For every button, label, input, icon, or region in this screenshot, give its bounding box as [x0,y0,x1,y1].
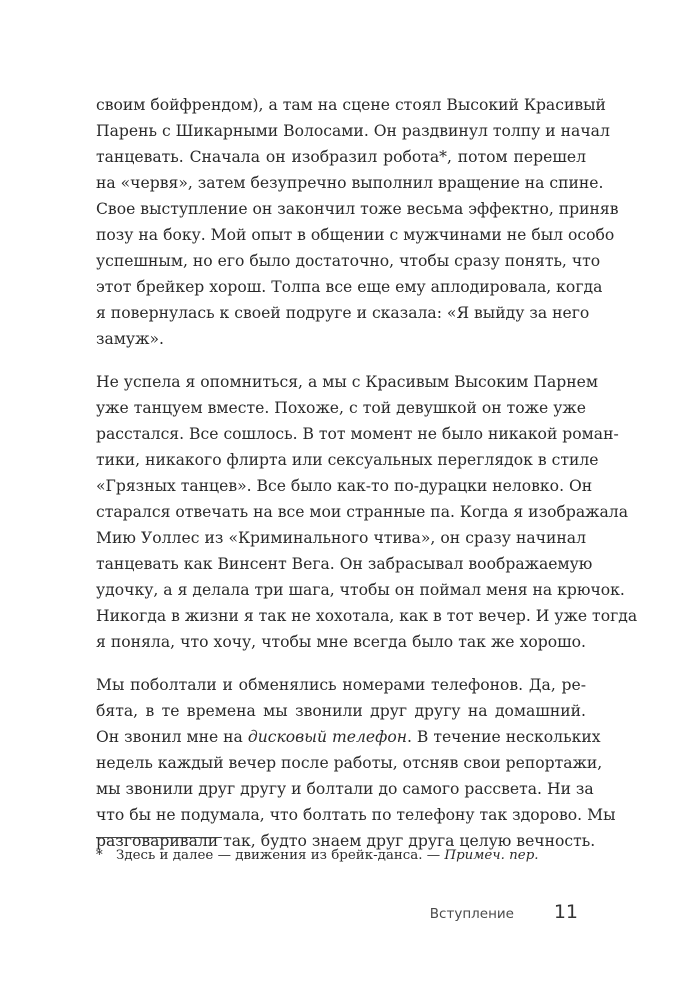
text-line: я повернулась к своей подруге и сказала: «Я выйду за него [96,304,590,322]
text-line: Не успела я опомниться, а мы с Красивым Высоким Парнем [96,373,598,391]
text-fragment: Он звонил мне на [96,728,248,746]
text-line: удочку, а я делала три шага, чтобы он поймал меня на крючок. [96,581,625,599]
text-line: разговаривали так, будто знаем друг друга целую вечность. [96,832,596,850]
text-line [96,724,601,750]
page-footer [96,901,586,927]
footnote-attribution: Примеч. пер. [444,848,539,863]
text-line: уже танцуем вместе. Похоже, с той девушкой он тоже уже [96,399,586,417]
paragraph-2 [96,369,638,655]
text-line: этот брейкер хорош. Толпа все еще ему аплодировала, когда [96,278,603,296]
paragraph-3 [96,672,616,854]
text-line: танцевать как Винсент Вега. Он забрасывал воображаемую [96,555,593,573]
text-line: расстался. Все сошлось. В тот момент не было никакой роман- [96,425,619,443]
text-line: бята, в те времена мы звонили друг другу на домашний. [96,702,586,720]
text-line: Никогда в жизни я так не хохотала, как в тот вечер. И уже тогда [96,607,638,625]
text-fragment: . В течение нескольких [407,728,601,746]
paragraph-1 [96,92,619,352]
text-line: Мию Уоллес из «Криминального чтива», он сразу начинал [96,529,586,547]
text-line: я поняла, что хочу, чтобы мне всегда было так же хорошо. [96,633,586,651]
text-line: позу на боку. Мой опыт в общении с мужчинами не был особо [96,226,615,244]
text-line: на «червя», затем безупречно выполнил вращение на спине. [96,174,604,192]
text-line: тики, никакого флирта или сексуальных переглядок в стиле [96,451,599,469]
footnote-mark: * [96,848,103,863]
text-line: Парень с Шикарными Волосами. Он раздвинул толпу и начал [96,122,610,140]
text-line: что бы не подумала, что болтать по телефону так здорово. Мы [96,806,616,824]
text-line: замуж». [96,330,164,348]
page-number: 11 [553,901,578,923]
text-line: танцевать. Сначала он изобразил робота*, потом перешел [96,148,586,166]
italic-term: дисковый телефон [247,728,407,746]
text-line: своим бойфрендом), а там на сцене стоял Высокий Красивый [96,96,606,114]
text-line: мы звонили друг другу и болтали до самого рассвета. Ни за [96,780,594,798]
page-body [96,92,638,854]
text-line: Свое выступление он закончил тоже весьма эффектно, приняв [96,200,619,218]
footnote-divider [96,837,222,838]
running-head: Вступление [429,906,514,922]
text-line: успешным, но его было достаточно, чтобы сразу понять, что [96,252,601,270]
text-line: старался отвечать на все мои странные па. Когда я изображала [96,503,628,521]
text-line: недель каждый вечер после работы, отсняв свои репортажи, [96,754,603,772]
footnote-text: Здесь и далее — движения из брейк-данса. — [116,848,445,863]
text-line: Мы поболтали и обменялись номерами телефонов. Да, ре- [96,676,586,694]
text-line: «Грязных танцев». Все было как-то по-дурацки неловко. Он [96,477,593,495]
footnote [96,846,586,866]
